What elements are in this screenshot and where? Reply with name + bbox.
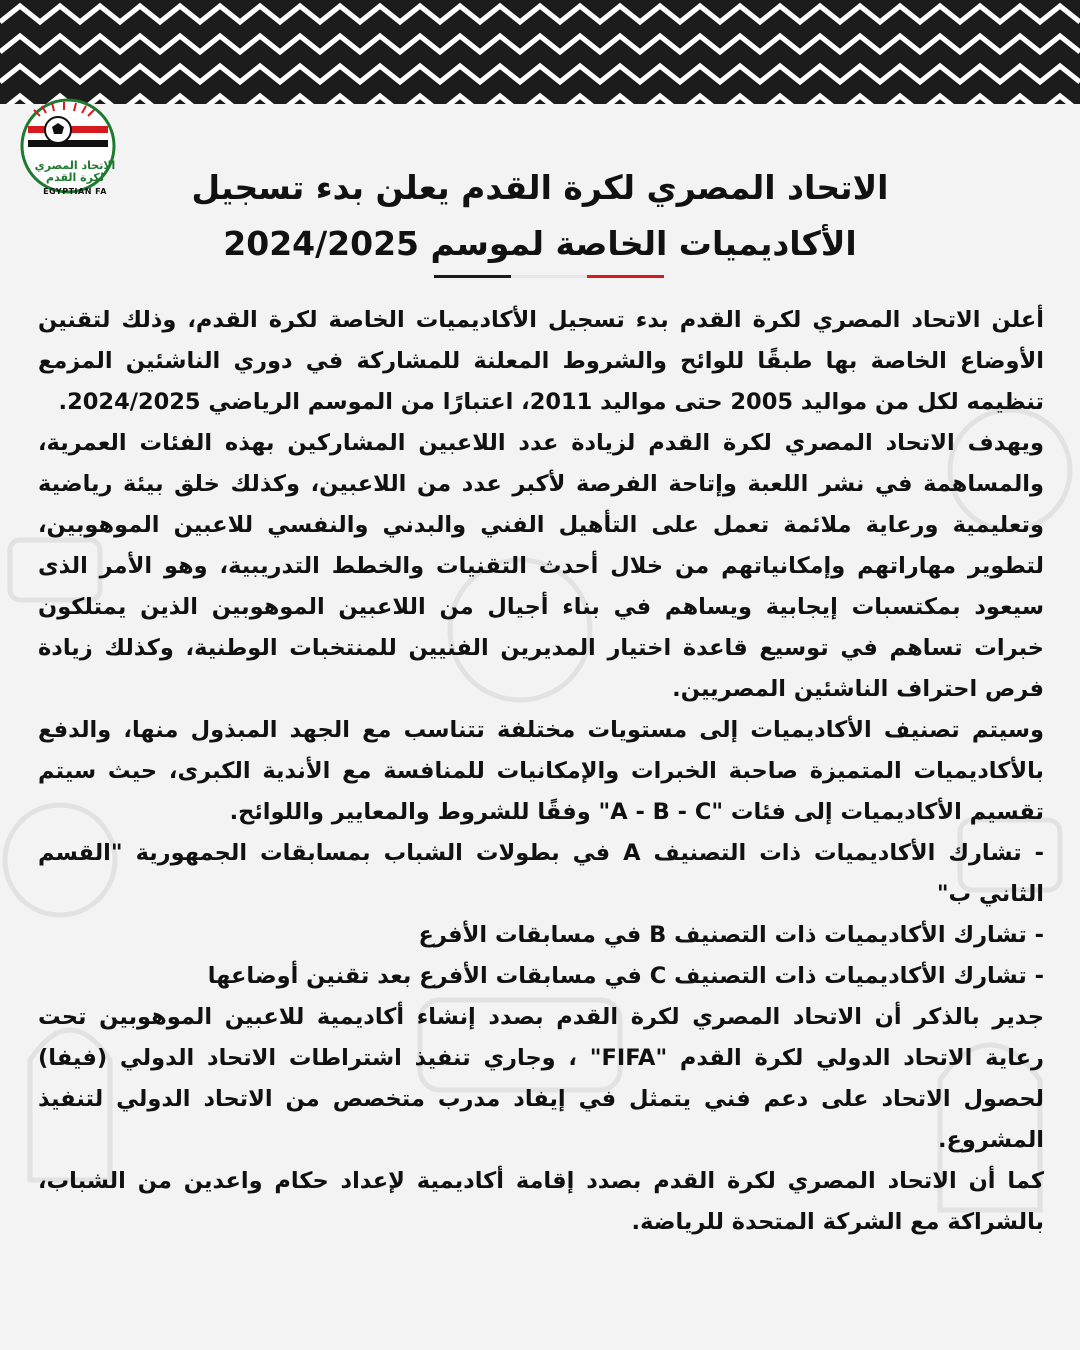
logo-arabic-name xyxy=(30,160,120,184)
logo-name-line2: لكرة القدم xyxy=(46,171,104,184)
paragraph-intro: أعلن الاتحاد المصري لكرة القدم بدء تسجيل الأكاديميات الخاصة لكرة القدم، وذلك لتقنين الأوضاع الخاصة بها طبقًا للوائح والشروط المعلنة للمشاركة في دوري الناشئين المزمع تنظيمه لكل من مواليد 2005 حتى مواليد 2011، اعتبارًا من الموسم الرياضي 2024/2025. xyxy=(38,307,1044,415)
bullet-category-a: - تشارك الأكاديميات ذات التصنيف A في بطولات الشباب بمسابقات الجمهورية "القسم الثاني ب" xyxy=(38,840,1045,907)
divider-white xyxy=(511,275,588,278)
title-line-1: الاتحاد المصري لكرة القدم يعلن بدء تسجيل xyxy=(191,168,889,207)
page-title xyxy=(160,160,920,272)
bullet-category-c: - تشارك الأكاديميات ذات التصنيف C في مسابقات الأفرع بعد تقنين أوضاعها xyxy=(207,963,1044,989)
bullet-category-b: - تشارك الأكاديميات ذات التصنيف B في مسابقات الأفرع xyxy=(418,922,1044,948)
paragraph-referee-academy: كما أن الاتحاد المصري لكرة القدم بصدد إقامة أكاديمية لإعداد حكام واعدين من الشباب، بالشراكة مع الشركة المتحدة للرياضة. xyxy=(38,1168,1044,1235)
divider-red xyxy=(587,275,664,278)
paragraph-classification: وسيتم تصنيف الأكاديميات إلى مستويات مختلفة تتناسب مع الجهد المبذول منها، والدفع بالأكاديميات المتميزة صاحبة الخبرات والإمكانيات للمنافسة مع الأندية الكبرى، حيث سيتم تقسيم الأكاديميات إلى فئات "A - B - C" وفقًا للشروط والمعايير واللوائح. xyxy=(38,717,1044,825)
title-line-2: الأكاديميات الخاصة لموسم 2024/2025 xyxy=(223,224,857,263)
article-body xyxy=(38,300,1044,1243)
logo-name-line1: الاتحاد المصري xyxy=(34,159,116,172)
zigzag-pattern xyxy=(0,0,1080,120)
divider-black xyxy=(434,275,511,278)
title-divider xyxy=(434,275,664,278)
paragraph-goals: ويهدف الاتحاد المصري لكرة القدم لزيادة عدد اللاعبين المشاركين بهذه الفئات العمرية، والمساهمة في نشر اللعبة وإتاحة الفرصة لأكبر عدد من اللاعبين، وكذلك خلق بيئة رياضية وتعليمية ورعاية ملائمة تعمل على التأهيل الفني والبدني والنفسي للاعبين الموهوبين، لتطوير مهاراتهم وإمكانياتهم من خلال أحدث التقنيات والخطط التدريبية، وهو الأمر الذى سيعود بمكتسبات إيجابية ويساهم في بناء أجيال من اللاعبين الموهوبين الذين يمتلكون خبرات تساهم في توسيع قاعدة اختيار المديرين الفنيين للمنتخبات الوطنية، وكذلك زيادة فرص احتراف الناشئين المصريين. xyxy=(38,430,1044,702)
paragraph-fifa-academy: جدير بالذكر أن الاتحاد المصري لكرة القدم بصدد إنشاء أكاديمية للاعبين الموهوبين تحت رعاية الاتحاد الدولي لكرة القدم "FIFA" ، وجاري تنفيذ اشتراطات الاتحاد الدولي (فيفا) لحصول الاتحاد على دعم فني يتمثل في إيفاد مدرب متخصص من الاتحاد الدولي لتنفيذ المشروع. xyxy=(38,1004,1045,1153)
zigzag-header-band xyxy=(0,0,1080,120)
logo-english-name: EGYPTIAN FA xyxy=(43,187,107,196)
